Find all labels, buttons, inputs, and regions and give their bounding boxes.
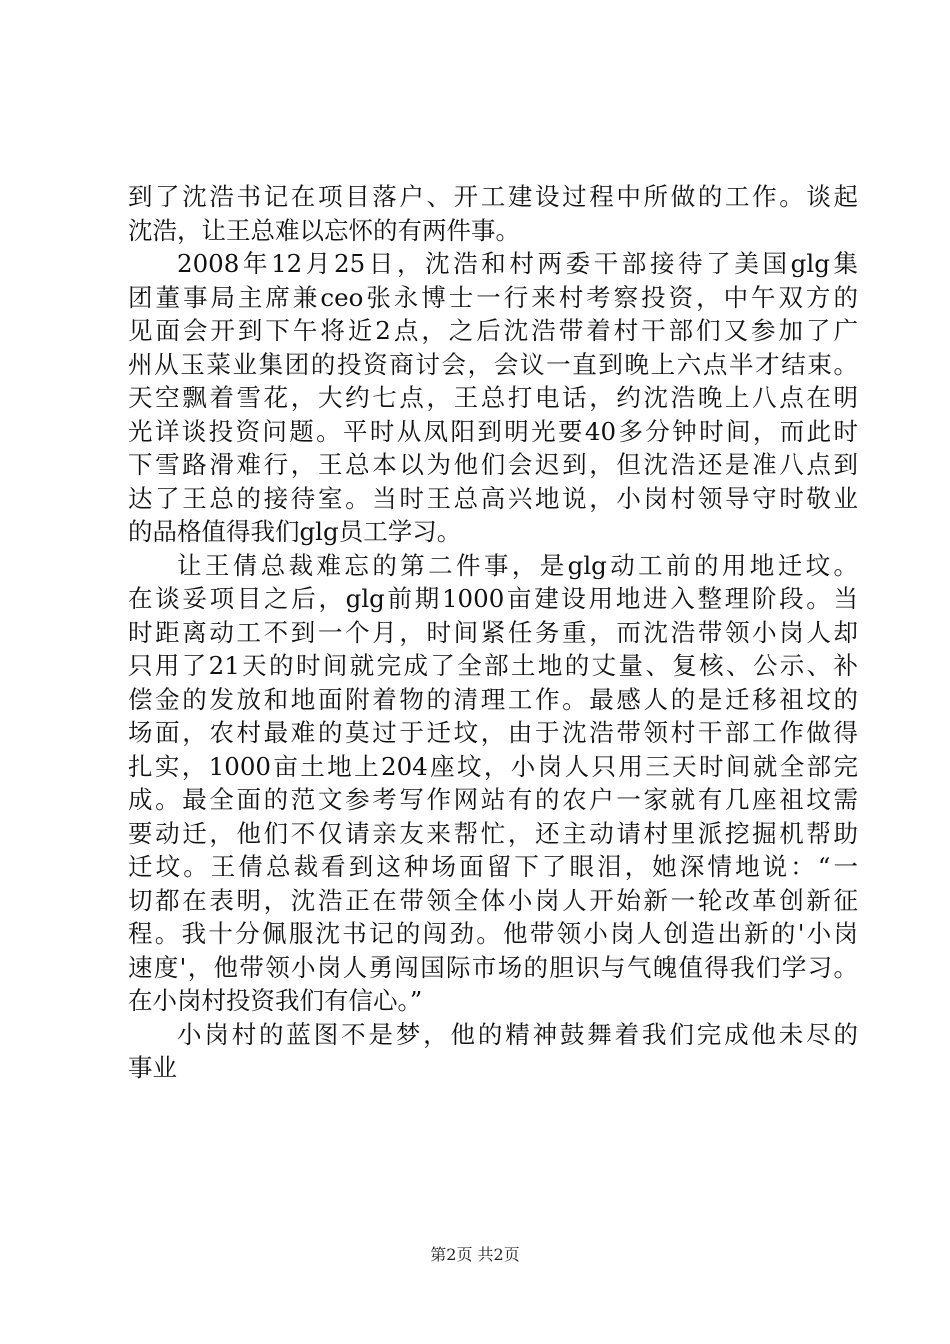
text-line: 到了沈浩书记在项目落户、开工建设过程中所做的工作。谈起 [128,182,858,211]
text-line: 程。我十分佩服沈书记的闯劲。他带领小岗人创造出新的'小岗 [128,919,858,948]
text-line: 光详谈投资问题。平时从凤阳到明光要40多分钟时间，而此时 [128,416,858,446]
text-line: 要动迁，他们不仅请亲友来帮忙，还主动请村里派挖掘机帮助 [128,818,858,848]
text-line: 州从玉菜业集团的投资商讨会，会议一直到晚上六点半才结束。 [128,349,858,379]
text-line: 偿金的发放和地面附着物的清理工作。最感人的是迁移祖坟的 [128,684,858,714]
text-line: 在小岗村投资我们有信心。” [128,986,423,1015]
text-line: 2008年12月25日，沈浩和村两委干部接待了美国glg集 [177,249,858,278]
text-line: 团董事局主席兼ceo张永博士一行来村考察投资，中午双方的 [128,282,858,312]
text-line: 切都在表明，沈浩正在带领全体小岗人开始新一轮改革创新征 [128,885,858,915]
document-body [128,180,858,1085]
text-line: 只用了21天的时间就完成了全部土地的丈量、复核、公示、补 [128,651,858,680]
text-line: 小岗村的蓝图不是梦，他的精神鼓舞着我们完成他未尽的 [177,1019,858,1049]
text-line: 的品格值得我们glg员工学习。 [128,517,462,546]
text-line: 成。最全面的范文参考写作网站有的农户一家就有几座祖坟需 [128,785,858,814]
text-line: 事业 [128,1053,177,1082]
text-line: 见面会开到下午将近2点，之后沈浩带着村干部们又参加了广 [128,316,858,345]
text-line: 时距离动工不到一个月，时间紧任务重，而沈浩带领小岗人却 [128,617,858,647]
page-footer: 第2页 共2页 [430,1245,520,1264]
text-line: 达了王总的接待室。当时王总高兴地说，小岗村领导守时敬业 [128,483,858,513]
text-line: 速度'，他带领小岗人勇闯国际市场的胆识与气魄值得我们学习。 [128,952,858,982]
text-line: 场面，农村最难的莫过于迁坟，由于沈浩带领村干部工作做得 [128,718,858,747]
text-line: 扎实，1000亩土地上204座坟，小岗人只用三天时间就全部完 [128,751,858,781]
text-line: 天空飘着雪花，大约七点，王总打电话，约沈浩晚上八点在明 [128,383,858,412]
text-line: 在谈妥项目之后，glg前期1000亩建设用地进入整理阶段。当 [128,584,858,613]
text-line: 沈浩，让王总难以忘怀的有两件事。 [128,215,520,245]
text-line: 让王倩总裁难忘的第二件事，是glg动工前的用地迁坟。 [177,550,858,580]
text-line: 下雪路滑难行，王总本以为他们会迟到，但沈浩还是准八点到 [128,450,858,479]
text-line: 迁坟。王倩总裁看到这种场面留下了眼泪，她深情地说：“一 [128,852,858,881]
